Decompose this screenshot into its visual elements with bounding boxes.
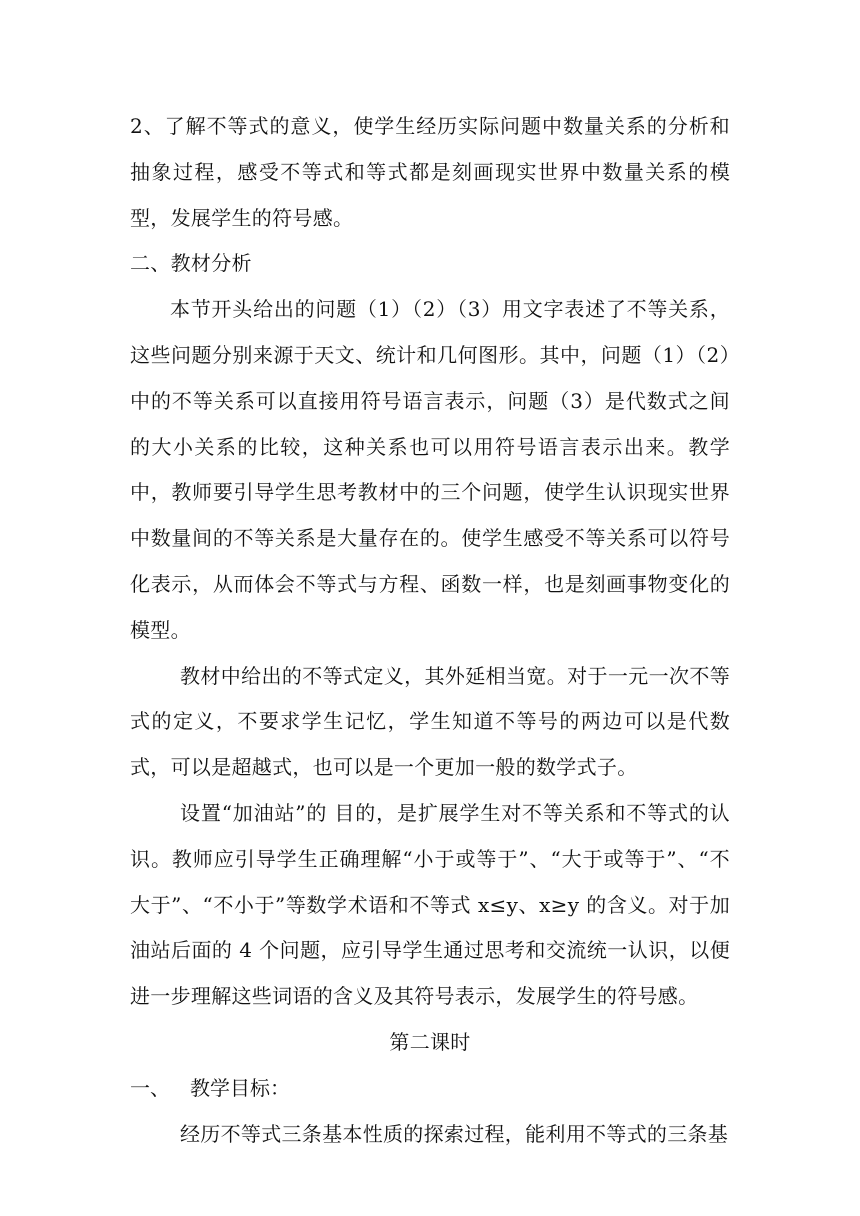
section-heading-teaching-goals	[130, 1066, 730, 1112]
lesson-title: 第二课时	[389, 1029, 471, 1054]
document-page	[130, 104, 730, 1157]
section-number: 一、	[130, 1075, 170, 1100]
paragraph-analysis-1: 本节开头给出的问题（1）（2）（3）用文字表述了不等关系，这些问题分别来源于天文、统计和几何图形。其中，问题（1）（2）中的不等关系可以直接用符号语言表示，问题（3）是代数式之间的大小关系的比较，这种关系也可以用符号语言表示出来。教学中，教师要引导学生思考教材中的三个问题，使学生认识现实世界中数量间的不等关系是大量存在的。使学生感受不等关系可以符号化表示，从而体会不等式与方程、函数一样，也是刻画事物变化的模型。	[130, 297, 730, 642]
paragraph-analysis-3: 设置“加油站”的 目的，是扩展学生对不等关系和不等式的认识。教师应引导学生正确理解“小于或等于”、“大于或等于”、“不大于”、“不小于”等数学术语和不等式 x≤y、x≥y 的含义。对于加油站后面的 4 个问题，应引导学生通过思考和交流统一认识，以便进一步理解这些词语的含义及其符号表示，发展学生的符号感。	[130, 800, 730, 1009]
paragraph-goal-lesson-2: 经历不等式三条基本性质的探索过程，能利用不等式的三条基	[180, 1121, 729, 1146]
paragraph-goal-2: 2、了解不等式的意义，使学生经历实际问题中数量关系的分析和抽象过程，感受不等式和等式都是刻画现实世界中数量关系的模型，发展学生的符号感。	[130, 114, 730, 230]
paragraph-analysis-2: 教材中给出的不等式定义，其外延相当宽。对于一元一次不等式的定义，不要求学生记忆，学生知道不等号的两边可以是代数式，可以是超越式，也可以是一个更加一般的数学式子。	[130, 663, 730, 780]
section-title: 教学目标：	[190, 1075, 290, 1100]
section-heading-textbook-analysis: 二、教材分析	[130, 251, 252, 276]
